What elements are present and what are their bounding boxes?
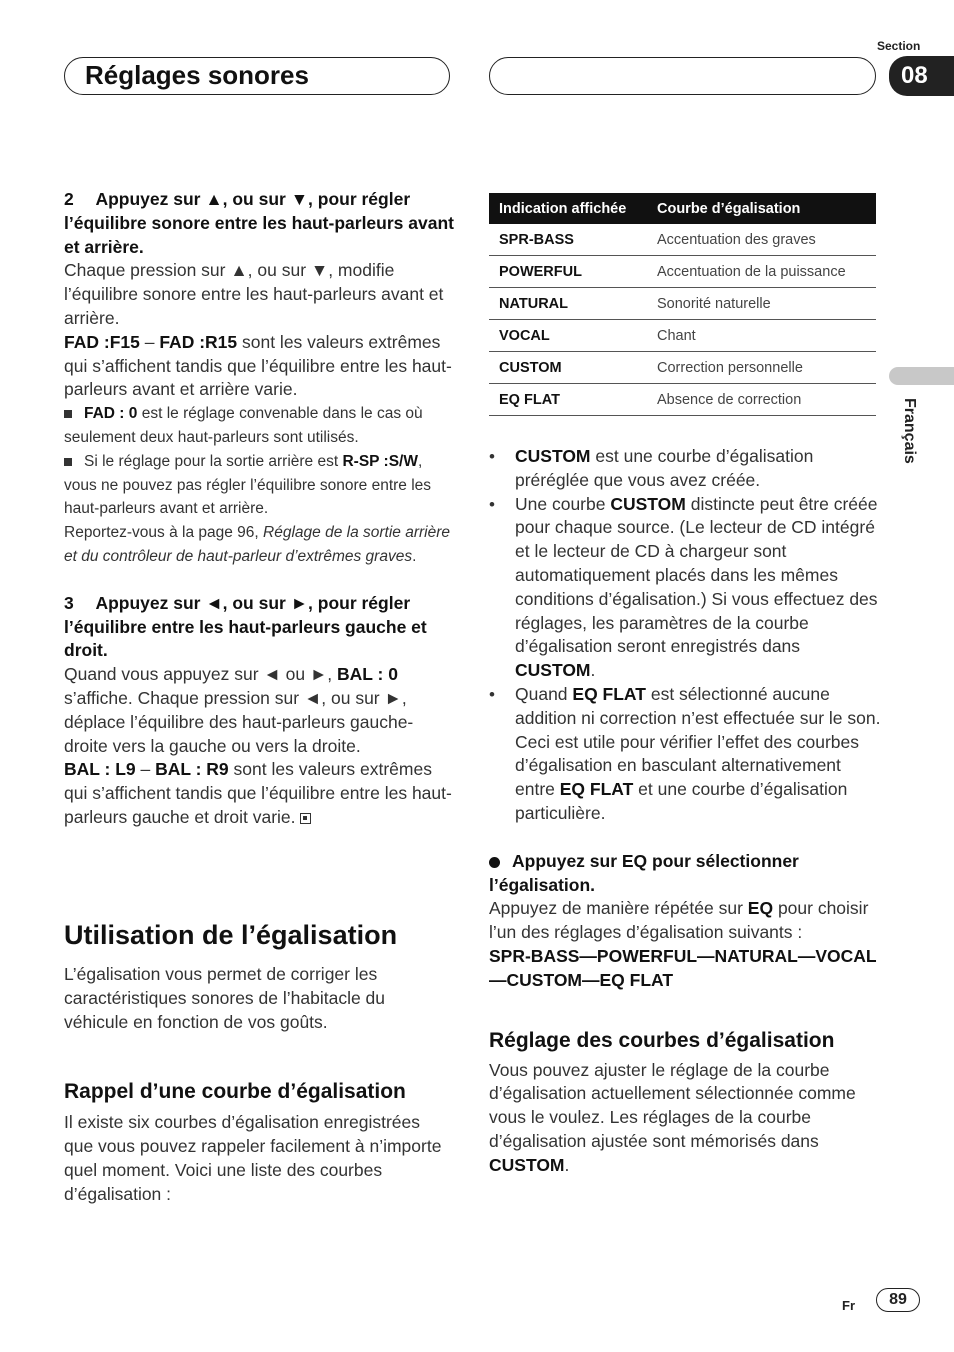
table-header: Indication affichée bbox=[489, 193, 647, 224]
bullet-eq-flat: • Quand EQ FLAT est sélectionné aucune addition ni correction n’est effectuée sur le son. Ceci est utile pour vérifier l’effet des courbes d’égalisation en basculant alternativement entre EQ FLAT et une courbe d’égalisation particulière. bbox=[489, 683, 881, 826]
table-row: EQ FLAT Absence de correction bbox=[489, 384, 876, 416]
heading-equalization: Utilisation de l’égalisation bbox=[64, 920, 398, 950]
language-label: Français bbox=[901, 398, 918, 464]
eq-sequence: SPR-BASS—POWERFUL—NATURAL—VOCAL—CUSTOM—EQ FLAT bbox=[489, 945, 877, 990]
header-title-pill bbox=[64, 57, 450, 95]
section-number: 08 bbox=[889, 56, 954, 96]
bullet-custom: • CUSTOM est une courbe d’égalisation préréglée que vous avez créée. bbox=[489, 445, 881, 493]
header-empty-pill bbox=[489, 57, 876, 95]
note-2-reference: Reportez-vous à la page 96, Réglage de la sortie arrière et du contrôleur de haut-parleur d’extrêmes graves. bbox=[64, 524, 451, 565]
left-column bbox=[64, 188, 454, 830]
heading-recall-curve: Rappel d’une courbe d’égalisation bbox=[64, 1080, 406, 1104]
eq-step-title: Appuyez sur EQ pour sélectionner l’égalisation. bbox=[489, 850, 799, 895]
adjust-curve-text: Vous pouvez ajuster le réglage de la courbe d’égalisation actuellement sélectionnée comme vous le voulez. Les réglages de la courbe d’égalisation ajustée sont mémorisés dans CUSTOM. bbox=[489, 1059, 856, 1175]
table-row: VOCAL Chant bbox=[489, 320, 876, 352]
step-dot-icon bbox=[489, 857, 500, 868]
bullet-square-icon bbox=[64, 458, 72, 466]
eq-step-text: Appuyez de manière répétée sur EQ pour choisir l’un des réglages d’égalisation suivants : bbox=[489, 898, 869, 943]
equalization-intro: L’égalisation vous permet de corriger les caractéristiques sonores de l’habitacle du véhicule en fonction de vos goûts. bbox=[64, 964, 386, 1032]
bullet-per-source: • Une courbe CUSTOM distincte peut être créée pour chaque source. (Le lecteur de CD intégré et le lecteur de CD à chargeur sont automatiquement placés dans les mêmes conditions d’égalisation.) Si vous effectuez des réglages, les paramètres de la courbe d’égalisation seront enregistrés dans CUSTOM. bbox=[489, 493, 881, 683]
eq-curves-table bbox=[489, 193, 876, 416]
table-header: Courbe d’égalisation bbox=[647, 193, 876, 224]
step-3-bal-range: BAL : L9 – BAL : R9 sont les valeurs extrêmes qui s’affichent tandis que l’équilibre entre les haut-parleurs gauche et droit varie. bbox=[64, 759, 452, 827]
table-row: SPR-BASS Accentuation des graves bbox=[489, 224, 876, 256]
page-title: Réglages sonores bbox=[85, 60, 309, 90]
step-2-title: 2 Appuyez sur ▲, ou sur ▼, pour régler l’équilibre sonore entre les haut-parleurs avant et arrière. bbox=[64, 189, 454, 257]
language-tab bbox=[889, 367, 954, 385]
footer-language: Fr bbox=[842, 1298, 855, 1313]
step-3-title: 3 Appuyez sur ◄, ou sur ►, pour régler l’équilibre entre les haut-parleurs gauche et droit. bbox=[64, 592, 427, 661]
step-3-text: Quand vous appuyez sur ◄ ou ►, BAL : 0 s’affiche. Chaque pression sur ◄, ou sur ►, déplace l’équilibre des haut-parleurs gauche-droite vers la gauche ou vers la droite. bbox=[64, 664, 414, 756]
note-2: Si le réglage pour la sortie arrière est R-SP :S/W, vous ne pouvez pas régler l’équilibre sonore entre les haut-parleurs avant et arrière. bbox=[64, 452, 432, 518]
step-2-text: Chaque pression sur ▲, ou sur ▼, modifie l’équilibre sonore entre les haut-parleurs avant et arrière. bbox=[64, 260, 444, 328]
table-row: CUSTOM Correction personnelle bbox=[489, 352, 876, 384]
step-2-fad-range: FAD :F15 – FAD :R15 sont les valeurs extrêmes qui s’affichent tandis que l’équilibre entre les haut-parleurs avant et arrière varie. bbox=[64, 331, 452, 400]
page-number: 89 bbox=[876, 1288, 920, 1312]
heading-adjust-curve: Réglage des courbes d’égalisation bbox=[489, 1028, 835, 1052]
section-label: Section bbox=[877, 39, 921, 53]
bullet-square-icon bbox=[64, 410, 72, 418]
recall-curve-text: Il existe six courbes d’égalisation enregistrées que vous pouvez rappeler facilement à n’importe quel moment. Voici une liste des courbes d’égalisation : bbox=[64, 1112, 442, 1204]
table-row: NATURAL Sonorité naturelle bbox=[489, 288, 876, 320]
table-row: POWERFUL Accentuation de la puissance bbox=[489, 256, 876, 288]
end-mark-icon bbox=[300, 813, 311, 824]
note-1: FAD : 0 est le réglage convenable dans le cas où seulement deux haut-parleurs sont utilisés. bbox=[64, 405, 423, 446]
left-column-lower bbox=[64, 963, 454, 1207]
right-column bbox=[489, 445, 881, 1178]
